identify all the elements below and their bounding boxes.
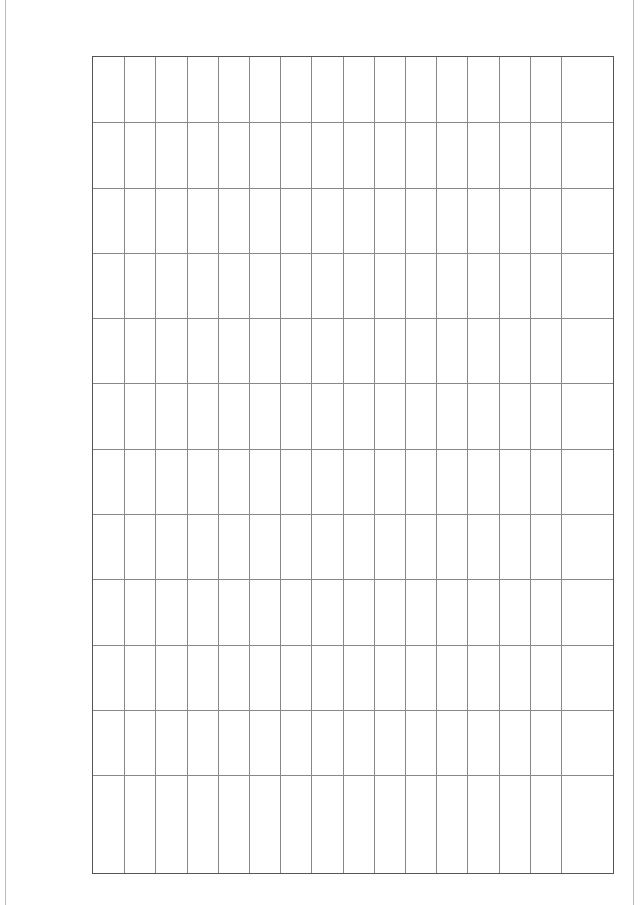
table-column-divider (187, 57, 188, 873)
table-column-divider (467, 57, 468, 873)
table-column-divider (218, 57, 219, 873)
scan-edge-left (5, 0, 6, 905)
table-row-divider (93, 253, 613, 254)
table-column-divider (155, 57, 156, 873)
table-column-divider (249, 57, 250, 873)
table-column-divider (374, 57, 375, 873)
rotated-data-table (92, 56, 614, 874)
table-row-divider (93, 449, 613, 450)
scan-edge-right (633, 0, 634, 905)
table-column-divider (436, 57, 437, 873)
table-row-divider (93, 318, 613, 319)
table-row-divider (93, 514, 613, 515)
table-column-divider (499, 57, 500, 873)
table-row-divider (93, 383, 613, 384)
table-column-divider (405, 57, 406, 873)
table-row-divider (93, 775, 613, 776)
table-column-divider (280, 57, 281, 873)
table-row-divider (93, 710, 613, 711)
table-row-divider (93, 579, 613, 580)
table-row-divider (93, 188, 613, 189)
table-column-divider (343, 57, 344, 873)
table-column-divider (311, 57, 312, 873)
table-row-divider (93, 122, 613, 123)
table-column-divider (124, 57, 125, 873)
table-row-divider (93, 645, 613, 646)
table-column-divider (530, 57, 531, 873)
table-column-divider (561, 57, 562, 873)
